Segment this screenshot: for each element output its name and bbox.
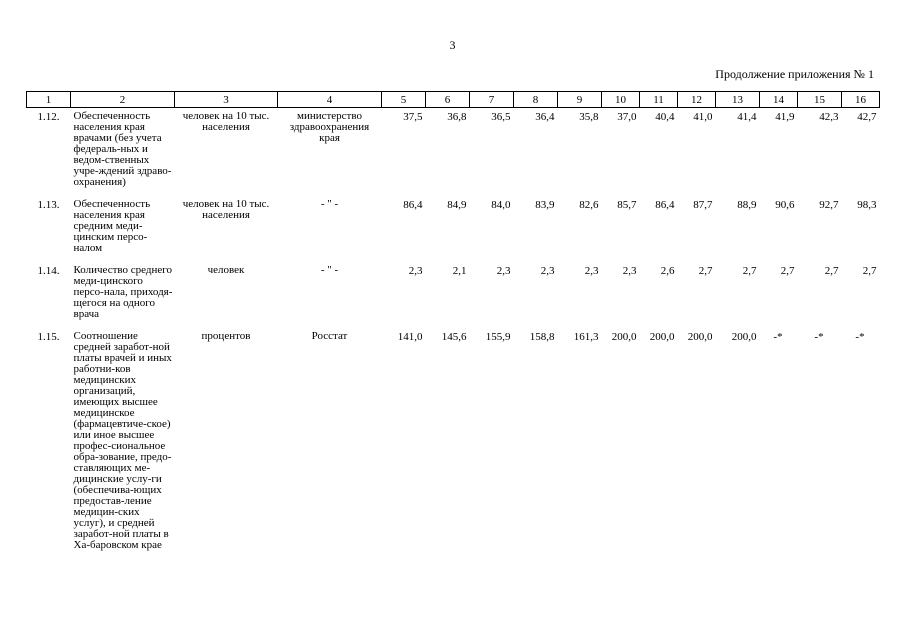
value-cell: -* xyxy=(855,331,865,343)
value-cell: 2,7 xyxy=(780,265,795,277)
column-header: 9 xyxy=(558,92,602,108)
column-header: 3 xyxy=(175,92,278,108)
value-cell: 90,6 xyxy=(775,199,795,211)
data-source: - " - xyxy=(320,198,339,210)
value-cell: 92,7 xyxy=(819,199,839,211)
column-header: 7 xyxy=(470,92,514,108)
row-number: 1.12. xyxy=(37,111,60,123)
indicator-name: Соотношение средней заработ-ной платы врачей и иных работни-ков медицинских организаций, имеющих высшее медицинское (фармацевтиче-ское) или иное высшее профес-сиональное обра-зование, предо-ставляющих ме-дицинские услу-ги (обеспечива-ющих предостав-ление медицин-ских услуг), и средней заработ-ной платы в Ха-баровском крае xyxy=(73,330,172,551)
value-cell: 36,4 xyxy=(535,111,555,123)
column-header: 14 xyxy=(760,92,798,108)
value-cell: 86,4 xyxy=(655,199,675,211)
value-cell: 2,7 xyxy=(824,265,839,277)
column-header: 5 xyxy=(382,92,426,108)
value-cell: 41,9 xyxy=(775,111,795,123)
appendix-continuation-label: Продолжение приложения № 1 xyxy=(715,67,874,81)
table-row xyxy=(27,196,880,262)
value-cell: 37,0 xyxy=(617,111,637,123)
value-cell: 2,3 xyxy=(408,265,423,277)
unit-of-measure: человек xyxy=(207,264,245,276)
indicator-name: Обеспеченность населения края средним меди-цинским персо-налом xyxy=(73,198,151,254)
row-number: 1.15. xyxy=(37,331,60,343)
value-cell: 86,4 xyxy=(403,199,423,211)
row-number: 1.13. xyxy=(37,199,60,211)
value-cell: 88,9 xyxy=(737,199,757,211)
value-cell: 158,8 xyxy=(529,331,555,343)
value-cell: 145,6 xyxy=(441,331,467,343)
value-cell: 2,7 xyxy=(742,265,757,277)
value-cell: 83,9 xyxy=(535,199,555,211)
column-header: 16 xyxy=(842,92,880,108)
column-header: 2 xyxy=(71,92,175,108)
value-cell: 41,4 xyxy=(737,111,757,123)
table-row xyxy=(27,328,880,559)
value-cell: 37,5 xyxy=(403,111,423,123)
value-cell: 85,7 xyxy=(617,199,637,211)
column-header: 6 xyxy=(426,92,470,108)
data-source: министерство здравоохранения края xyxy=(289,110,370,144)
value-cell: -* xyxy=(814,331,824,343)
value-cell: 141,0 xyxy=(397,331,423,343)
value-cell: 2,6 xyxy=(660,265,675,277)
value-cell: 2,3 xyxy=(540,265,555,277)
column-header: 4 xyxy=(278,92,382,108)
value-cell: 42,7 xyxy=(857,111,877,123)
data-source: - " - xyxy=(320,264,339,276)
value-cell: -* xyxy=(773,331,783,343)
value-cell: 2,7 xyxy=(862,265,877,277)
value-cell: 36,8 xyxy=(447,111,467,123)
column-header: 13 xyxy=(716,92,760,108)
value-cell: 2,3 xyxy=(622,265,637,277)
value-cell: 40,4 xyxy=(655,111,675,123)
table-row xyxy=(27,108,880,197)
column-header: 15 xyxy=(798,92,842,108)
value-cell: 82,6 xyxy=(579,199,599,211)
value-cell: 200,0 xyxy=(611,331,637,343)
column-header: 11 xyxy=(640,92,678,108)
value-cell: 41,0 xyxy=(693,111,713,123)
value-cell: 84,9 xyxy=(447,199,467,211)
value-cell: 2,3 xyxy=(496,265,511,277)
value-cell: 35,8 xyxy=(579,111,599,123)
value-cell: 155,9 xyxy=(485,331,511,343)
row-number: 1.14. xyxy=(37,265,60,277)
value-cell: 36,5 xyxy=(491,111,511,123)
value-cell: 98,3 xyxy=(857,199,877,211)
table-row xyxy=(27,262,880,328)
value-cell: 200,0 xyxy=(687,331,713,343)
unit-of-measure: процентов xyxy=(201,330,251,342)
column-header: 10 xyxy=(602,92,640,108)
value-cell: 2,7 xyxy=(698,265,713,277)
value-cell: 87,7 xyxy=(693,199,713,211)
column-header: 8 xyxy=(514,92,558,108)
header-row xyxy=(27,92,880,108)
unit-of-measure: человек на 10 тыс. населения xyxy=(182,110,270,133)
value-cell: 2,3 xyxy=(584,265,599,277)
indicators-table xyxy=(26,91,880,559)
value-cell: 42,3 xyxy=(819,111,839,123)
column-header: 1 xyxy=(27,92,71,108)
data-source: Росстат xyxy=(311,330,348,342)
indicator-name: Обеспеченность населения края врачами (без учета федераль-ных и ведом-ственных учре-ждений здраво-охранения) xyxy=(73,110,172,188)
value-cell: 2,1 xyxy=(452,265,467,277)
value-cell: 84,0 xyxy=(491,199,511,211)
column-header: 12 xyxy=(678,92,716,108)
value-cell: 200,0 xyxy=(731,331,757,343)
indicator-name: Количество среднего меди-цинского персо-нала, приходя-щегося на одного врача xyxy=(73,264,173,320)
value-cell: 161,3 xyxy=(573,331,599,343)
value-cell: 200,0 xyxy=(649,331,675,343)
page-number: 3 xyxy=(449,38,456,52)
unit-of-measure: человек на 10 тыс. населения xyxy=(182,198,270,221)
